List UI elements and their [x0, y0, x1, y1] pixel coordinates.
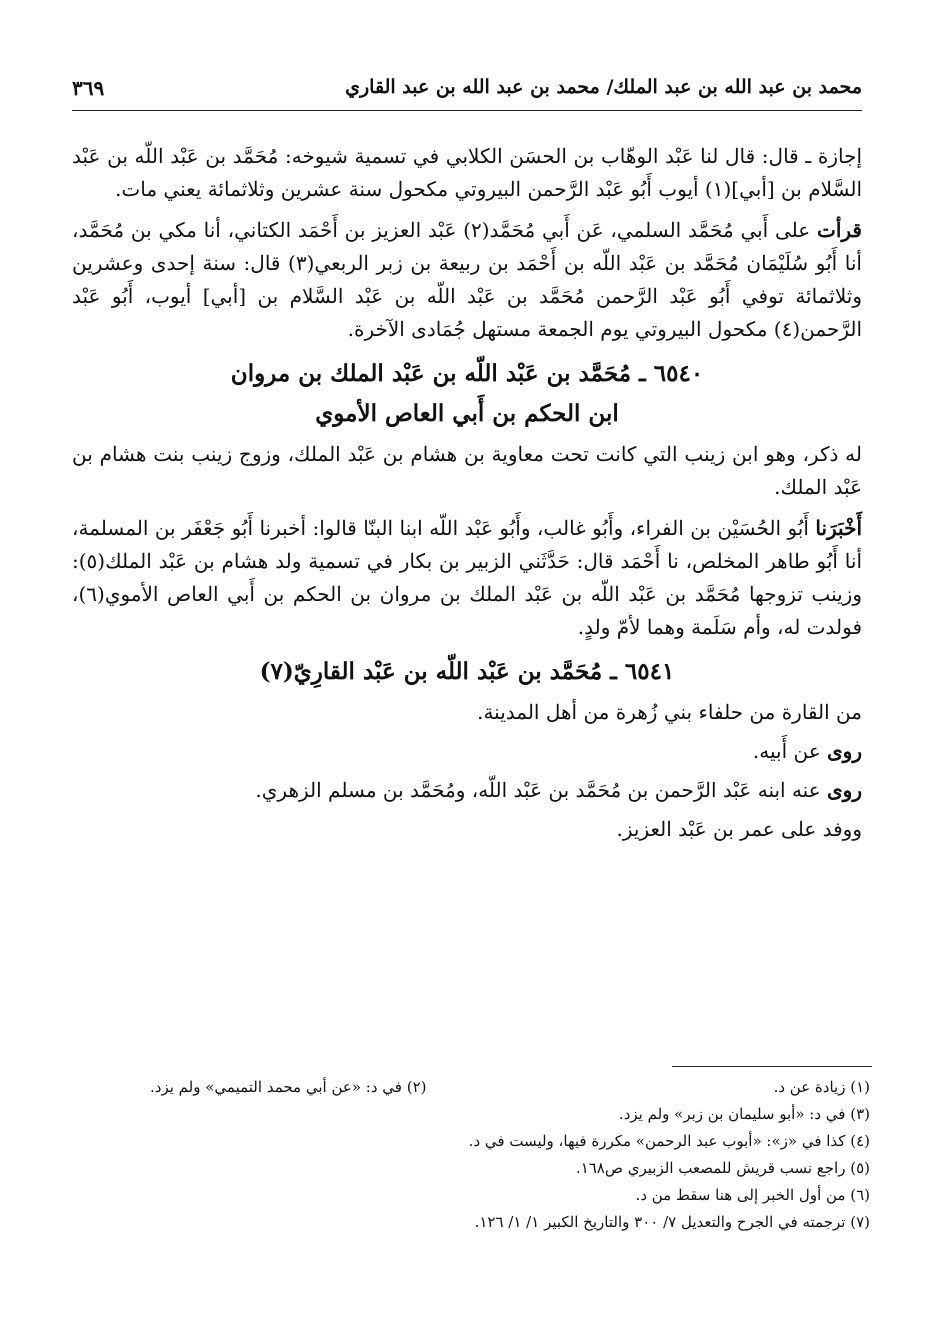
paragraph-lead: روى: [827, 739, 862, 763]
entry-heading-line: ٦٥٤١ ـ مُحَمَّد بن عَبْد اللّه بن عَبْد القارِيّ(٧): [259, 658, 675, 685]
paragraph-lead: أَخْبَرَنا: [815, 516, 862, 540]
paragraph-text: إجازة ـ قال: قال لنا عَبْد الوهّاب بن الحسَن الكلابي في تسمية شيوخه: مُحَمَّد بن عَبْد اللّه بن عَبْد السَّلام بن [أبي](١) أيوب أَبُو عَبْد الرَّحمن البيروتي مكحول سنة عشرين وثلاثمائة يعني مات.: [72, 144, 862, 201]
running-title: محمد بن عبد الله بن عبد الملك/ محمد بن عبد الله بن عبد القاري: [345, 76, 862, 98]
footnote-4: (٤) كذا في «ز»: «أبوب عبد الرحمن» مكررة فيها، وليست في د.: [468, 1132, 870, 1150]
paragraph-dhikr: [72, 438, 862, 504]
paragraph-lead: روى: [827, 778, 862, 802]
paragraph-text: أَبُو الحُسَيْن بن الفراء، وأَبُو غالب، وأَبُو عَبْد اللّه ابنا البنّا قالوا: أخبرنا أَبُو جَعْفَر بن المسلمة، أنا أَبُو طاهر المخلص، نا أَحْمَد قال: حَدَّثَني الزبير بن بكار في تسمية ولد هشام بن عَبْد الملك(٥): وزينب تزوجها مُحَمَّد بن عَبْد اللّه بن عَبْد الملك بن مروان بن الحكم بن أَبي العاص الأموي(٦)، فولدت له، وأم سَلَمة وهما لأمّ ولدٍ.: [72, 516, 862, 639]
paragraph-wafada: [72, 813, 862, 846]
paragraph-qarat: [72, 214, 862, 346]
footnote-1: (١) زيادة عن د.: [773, 1078, 870, 1096]
paragraph-text: على أَبي مُحَمَّد السلمي، عَن أَبي مُحَمَّد(٢) عَبْد العزيز بن أَحْمَد الكتاني، أنا مكي بن مُحَمَّد، أنا أَبُو سُلَيْمَان مُحَمَّد بن عَبْد اللّه بن أَحْمَد بن ربيعة بن زبر الربعي(٣) قال: سنة إحدى وعشرين وثلاثمائة توفي أَبُو عَبْد الرَّحمن مُحَمَّد بن عَبْد اللّه بن عَبْد السَّلام بن [أبي] أيوب، أَبُو عَبْد الرَّحمن(٤) مكحول البيروتي يوم الجمعة مستهل جُمَادى الآخرة.: [72, 218, 862, 341]
paragraph-akhbarana: [72, 512, 862, 644]
entry-heading-6541: [72, 652, 862, 692]
footnote-2: (٢) في د: «عن أبي محمد التميمي» ولم يزد.: [150, 1078, 427, 1096]
footnotes: [150, 1074, 870, 1236]
footnote-3: (٣) في د: «أبو سليمان بن زبر» ولم يزد.: [618, 1105, 870, 1123]
entry-heading-line: ابن الحكم بن أَبي العاص الأموي: [315, 400, 619, 427]
paragraph-text: من القارة من حلفاء بني زُهرة من أهل المدينة.: [477, 700, 862, 724]
entry-heading-line: ٦٥٤٠ ـ مُحَمَّد بن عَبْد اللّه بن عَبْد الملك بن مروان: [230, 360, 704, 387]
footnote-separator: [672, 1066, 872, 1067]
paragraph-text: عنه ابنه عَبْد الرَّحمن بن مُحَمَّد بن عَبْد اللّه، ومُحَمَّد بن مسلم الزهري.: [255, 778, 821, 802]
footnote-7: (٧) ترجمته في الجرح والتعديل ٧/ ٣٠٠ والتاريخ الكبير ١/ ١/ ١٢٦.: [474, 1213, 870, 1231]
paragraph-text: عن أَبيه.: [752, 739, 821, 763]
paragraph-text: له ذكر، وهو ابن زينب التي كانت تحت معاوية بن هشام بن عَبْد الملك، وزوج زينب بنت هشام بن عَبْد الملك.: [72, 442, 862, 499]
paragraph-text: ووفد على عمر بن عَبْد العزيز.: [616, 817, 862, 841]
footnote-5: (٥) راجع نسب قريش للمصعب الزبيري ص١٦٨.: [575, 1159, 870, 1177]
main-text: [72, 140, 862, 852]
paragraph-qara: [72, 696, 862, 729]
paragraph-lead: قرأت: [817, 218, 862, 242]
entry-heading-6540: [72, 354, 862, 434]
page-header: [72, 70, 862, 111]
paragraph-ijaza: [72, 140, 862, 206]
footnote-6: (٦) من أول الخبر إلى هنا سقط من د.: [635, 1186, 870, 1204]
footnote-row: [150, 1074, 870, 1101]
paragraph-rawa-anhu: [72, 774, 862, 807]
page-number: ٣٦٩: [72, 76, 105, 100]
paragraph-rawa-an: [72, 735, 862, 768]
